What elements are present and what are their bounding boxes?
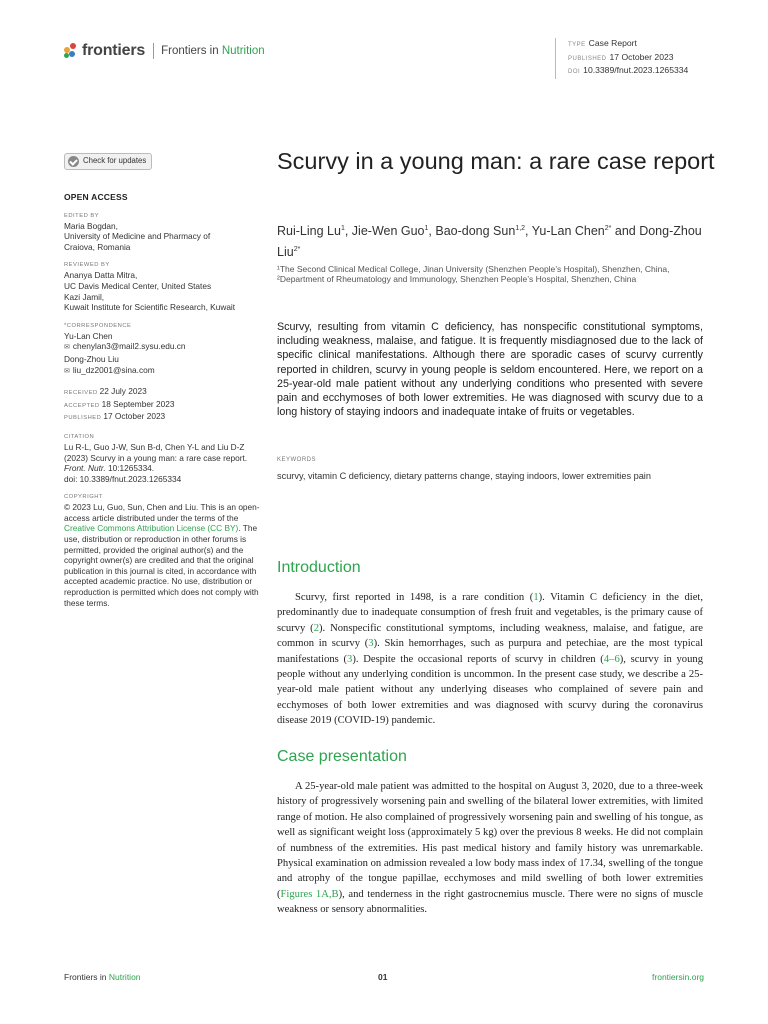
article-type: Case Report (588, 38, 637, 48)
author-affiliation-mark: 2* (604, 225, 612, 232)
check-updates-icon (68, 156, 79, 167)
copyright-label: COPYRIGHT (64, 494, 103, 501)
affiliations: ¹The Second Clinical Medical College, Jinan University (Shenzhen People’s Hospital), Shenzhen, China, ²Department of Rheumatology and Immunology, Shenzhen People’s Hospital, Shenzhen, China (277, 264, 670, 285)
journal-name[interactable]: Frontiers in Nutrition (161, 45, 265, 57)
author-name[interactable]: Jie-Wen Guo (351, 224, 425, 239)
cc-license-link[interactable]: Creative Commons Attribution License (CC BY) (64, 523, 239, 534)
sidebar (64, 153, 264, 608)
corr1-email-link[interactable]: ✉ chenylan3@mail2.sysu.edu.cn (64, 341, 264, 354)
reviewed-by: Ananya Datta Mitra, UC Davis Medical Center, United States Kazi Jamil, Kuwait Institute for Scientific Research, Kuwait (64, 270, 236, 313)
author-list: Rui-Ling Lu$^1$, Jie-Wen Guo$^1$, Bao-dong Sun$^{1,2}$, Yu-Lan Chen$^{2*}$ and Dong-Zhou Liu$^{2*}$ (277, 224, 702, 259)
published-date: 17 October 2023 (609, 51, 674, 62)
intro-paragraph: Scurvy, first reported in 1498, is a rare condition (1). Vitamin C deficiency in the diet, predominantly due to inadequate consumption of fresh fruit and vegetables, is the primary cause of scurvy (2). Nonspecific constitutional symptoms, including weakness, malaise, and fatigue, are common in scurvy (3). Skin hemorrhages, such as purpura and petechiae, are the most typical manifestations (3). Despite the occasional reports of scurvy in children (4–6), scurvy in young people without any underlying condition is uncommon. In the present case study, we describe a 25-year-old male patient without any underlying diseases who complained of severe pain and ecchymoses of both lower extremities and was diagnosed with scurvy during the coronavirus disease 2019 (COVID-19) pandemic. (277, 592, 703, 727)
case-paragraph: A 25-year-old male patient was admitted to the hospital on August 3, 2020, due to a three-week history of progressively worsening pain and swelling of the bilateral lower extremities, with limited range of motion. He also complained of progressively worsening pain and swelling of his tongue, as well as significant weight loss (approximately 5 kg) over the previous 8 weeks. He did not complain of numbness of the extremities. His past medical history and family history was unremarkable. Physical examination on admission revealed a low body mass index of 17.34, swelling of the tongue and atrophy of the tongue papillae, ecchymoses and mild swelling of both lower extremities (Figures 1A,B), and tenderness in the right gastrocnemius muscle. There were no signs of muscle weakness or sensory abnormalities. (277, 781, 704, 916)
author-affiliation-mark: 1,2 (515, 225, 526, 232)
check-updates-button[interactable]: Check for updates (64, 153, 152, 170)
intro-heading: Introduction (277, 559, 361, 576)
author-name[interactable]: Rui-Ling Lu (277, 224, 341, 239)
author-name[interactable]: Yu-Lan Chen (531, 224, 605, 239)
footer-site-link[interactable]: frontiersin.org (652, 972, 704, 982)
reference-link[interactable]: 2 (313, 622, 319, 634)
author-name[interactable]: Dong-Zhou Liu (277, 224, 702, 259)
reference-link[interactable]: 3 (347, 653, 353, 665)
keywords: scurvy, vitamin C deficiency, dietary patterns change, staying indoors, lower extremities pain (277, 471, 651, 481)
author-affiliation-mark: 2* (293, 245, 301, 253)
keywords-label: KEYWORDS (277, 457, 317, 463)
reviewed-by-label: REVIEWED BY (64, 262, 110, 269)
doi-link[interactable]: 10.3389/fnut.2023.1265334 (583, 65, 689, 75)
journal-header (64, 42, 265, 60)
case-heading: Case presentation (277, 748, 407, 765)
author-affiliation-mark: 1 (340, 225, 345, 232)
article-dates: RECEIVED 22 July 2023 ACCEPTED 18 September 2023 PUBLISHED 17 October 2023 (64, 386, 175, 422)
reference-link[interactable]: Figures 1A,B (280, 888, 339, 900)
abstract: Scurvy, resulting from vitamin C deficiency, has nonspecific constitutional symptoms, including weakness, malaise, and fatigue. It is frequently misdiagnosed due to the lack of specific clinical manifestations. Although there are sporadic cases of scurvy currently reported in children, scurvy in young people is seldom encountered. Here, we report on a 25-year-old male patient without any underlying conditions who presented with severe pain and ecchymoses of both lower extremities. He was diagnosed with scurvy due to a long history of staying indoors and inadequate intake of fruits or vegetables. (277, 321, 703, 419)
author-affiliation-mark: 1 (424, 225, 429, 232)
author-name[interactable]: Bao-dong Sun (435, 224, 516, 239)
reference-link[interactable]: 3 (368, 638, 374, 650)
open-access-label: OPEN ACCESS (64, 192, 128, 202)
correspondence: Yu-Lan Chen ✉ chenylan3@mail2.sysu.edu.cn Dong-Zhou Liu ✉ liu_dz2001@sina.com (64, 331, 264, 377)
page-number: 01 (378, 972, 388, 982)
edited-by: Maria Bogdan, University of Medicine and Pharmacy of Craiova, Romania (64, 220, 211, 252)
article-title: Scurvy in a young man: a rare case report (277, 148, 715, 174)
reference-link[interactable]: 4–6 (603, 653, 620, 665)
frontiers-logo-text: frontiers (82, 42, 146, 59)
footer-journal: Frontiers in Nutrition (64, 972, 141, 982)
corr2-email-link[interactable]: ✉ liu_dz2001@sina.com (64, 365, 264, 378)
copyright: © 2023 Lu, Guo, Sun, Chen and Liu. This is an open-access article distributed under the terms of the Creative Commons Attribution License (CC BY). The use, distribution or reproduction in other forums is permitted, provided the original author(s) and the copyright owner(s) are credited and that the original publication in this journal is cited, in accordance with accepted academic practice. No use, distribution or reproduction is permitted which does not comply with these terms. (64, 502, 260, 608)
article-meta: TYPE Case Report PUBLISHED 17 October 2023 DOI 10.3389/fnut.2023.1265334 (555, 38, 688, 79)
frontiers-logo-icon (64, 43, 78, 59)
header-divider (153, 43, 154, 59)
citation: Lu R-L, Guo J-W, Sun B-d, Chen Y-L and Liu D-Z (2023) Scurvy in a young man: a rare case report. Front. Nutr. 10:1265334. doi: 10.3389/fnut.2023.1265334 (64, 441, 248, 484)
correspondence-label: *CORRESPONDENCE (64, 322, 132, 329)
reference-link[interactable]: 1 (533, 592, 539, 603)
citation-label: CITATION (64, 433, 95, 440)
edited-by-label: EDITED BY (64, 212, 100, 219)
